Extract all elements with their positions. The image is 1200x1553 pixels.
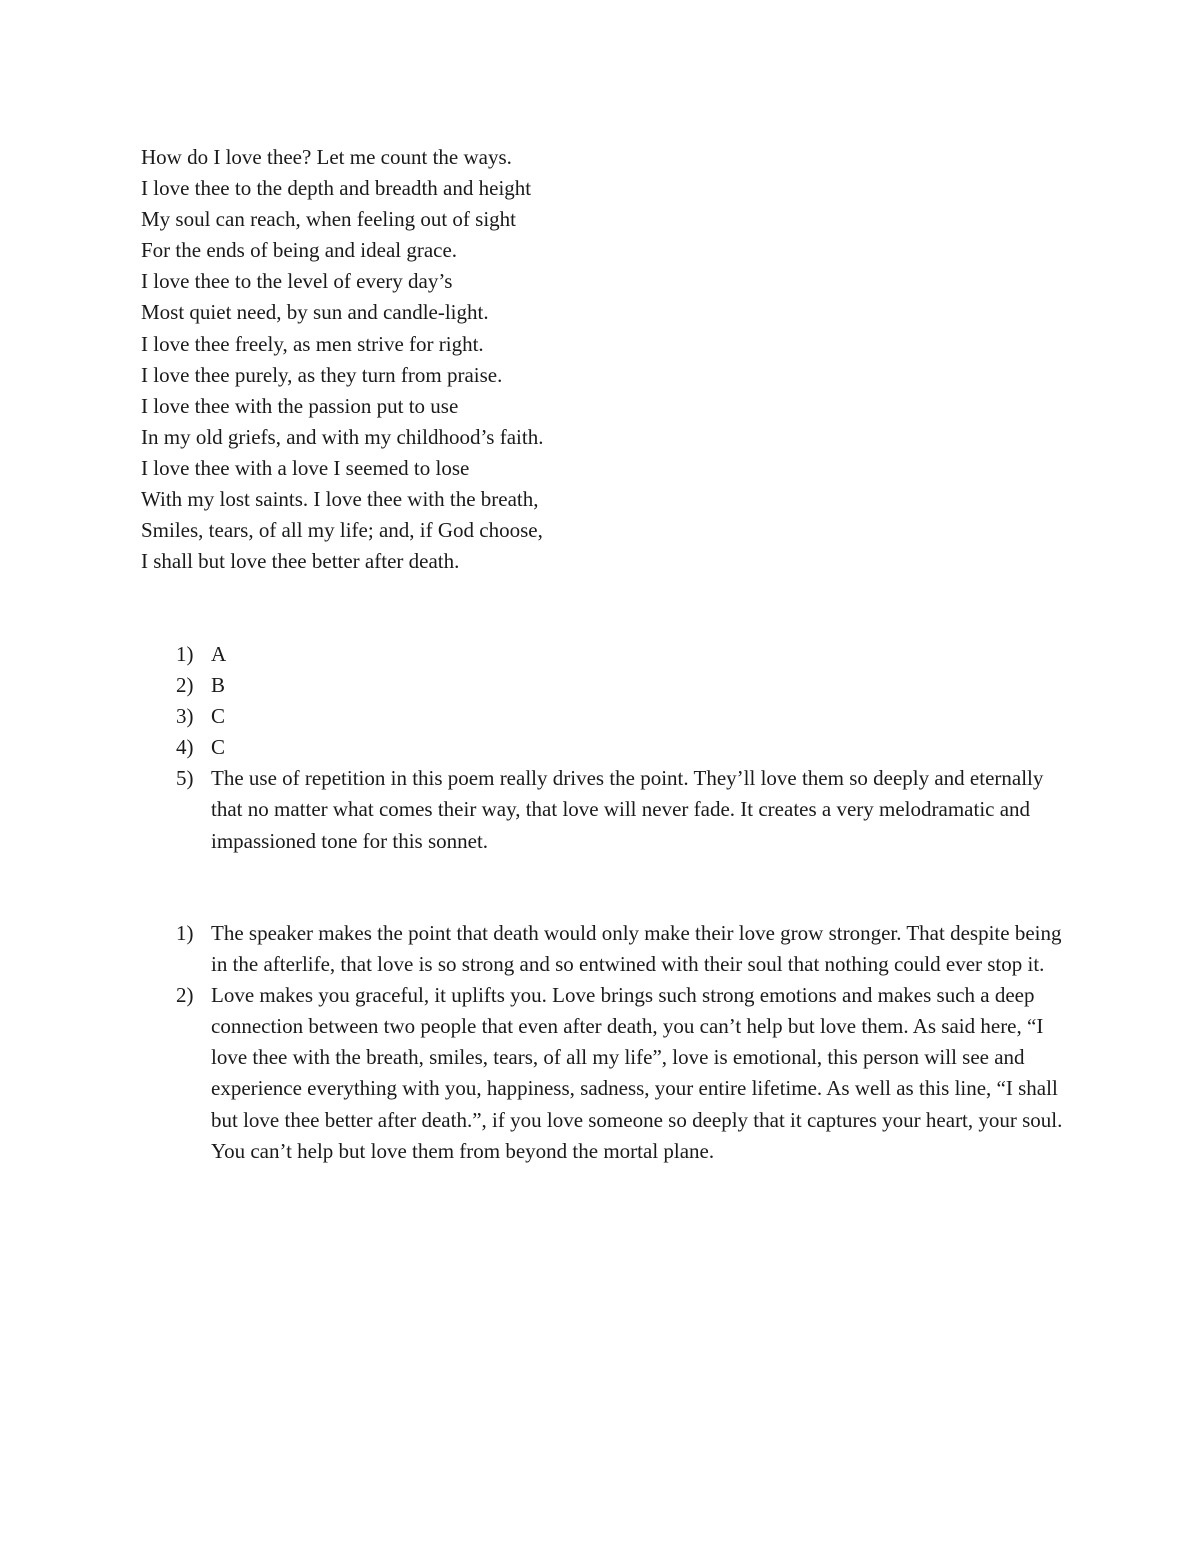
poem-line: For the ends of being and ideal grace.: [141, 238, 458, 263]
answer-number: 3): [176, 704, 194, 729]
answer-text: The use of repetition in this poem really drives the point. They’ll love them so deeply and eternally that no matter what comes their way, that love will never fade. It creates a very melodramatic and impassioned tone for this sonnet.: [211, 766, 1044, 853]
poem-line: My soul can reach, when feeling out of sight: [141, 207, 516, 232]
poem-line: In my old griefs, and with my childhood’s faith.: [141, 424, 544, 449]
answer-item: [141, 763, 1066, 856]
answer-text: B: [211, 673, 226, 698]
answer-number: 2): [176, 983, 194, 1008]
answer-item: [141, 701, 1066, 732]
answer-text: The speaker makes the point that death would only make their love grow stronger. That despite being in the afterlife, that love is so strong and so entwined with their soul that nothing could ever stop it.: [211, 921, 1062, 977]
poem-line: I love thee with a love I seemed to lose: [141, 455, 470, 480]
answer-item: [141, 732, 1066, 763]
answer-number: 4): [176, 735, 194, 760]
answer-list-part-1: [141, 639, 1066, 857]
poem-line: Smiles, tears, of all my life; and, if God choose,: [141, 518, 543, 543]
poem-line: Most quiet need, by sun and candle-light.: [141, 300, 489, 325]
poem-line: I love thee to the level of every day’s: [141, 269, 453, 294]
answer-item: [141, 639, 1066, 670]
answer-item: [141, 918, 1066, 980]
answer-text: A: [211, 642, 227, 666]
answer-text: Love makes you graceful, it uplifts you. Love brings such strong emotions and makes such a deep connection between two people that even after death, you can’t help but love them. As said here, “I love thee with the breath, smiles, tears, of all my life”, love is emotional, this person will see and experience everything with you, happiness, sadness, your entire lifetime. As well as this line, “I shall but love thee better after death.”, if you love someone so deeply that it captures your heart, your soul. You can’t help but love them from beyond the mortal plane.: [211, 983, 1063, 1163]
answer-text: C: [211, 735, 226, 760]
answer-number: 1): [176, 921, 194, 945]
poem-line: I love thee purely, as they turn from praise.: [141, 362, 503, 387]
poem-line: How do I love thee? Let me count the ways.: [141, 145, 512, 169]
answer-number: 5): [176, 766, 194, 791]
answer-item: [141, 670, 1066, 701]
poem-line: I love thee with the passion put to use: [141, 393, 459, 418]
poem-line: I shall but love thee better after death.: [141, 549, 460, 574]
answer-item: [141, 980, 1066, 1167]
poem: [141, 142, 543, 577]
poem-line: I love thee freely, as men strive for right.: [141, 331, 484, 356]
answer-list-part-2: [141, 918, 1066, 1167]
answer-text: C: [211, 704, 226, 729]
poem-line: With my lost saints. I love thee with the breath,: [141, 487, 539, 512]
answer-number: 2): [176, 673, 194, 698]
poem-line: I love thee to the depth and breadth and height: [141, 176, 532, 201]
answer-number: 1): [176, 642, 194, 666]
